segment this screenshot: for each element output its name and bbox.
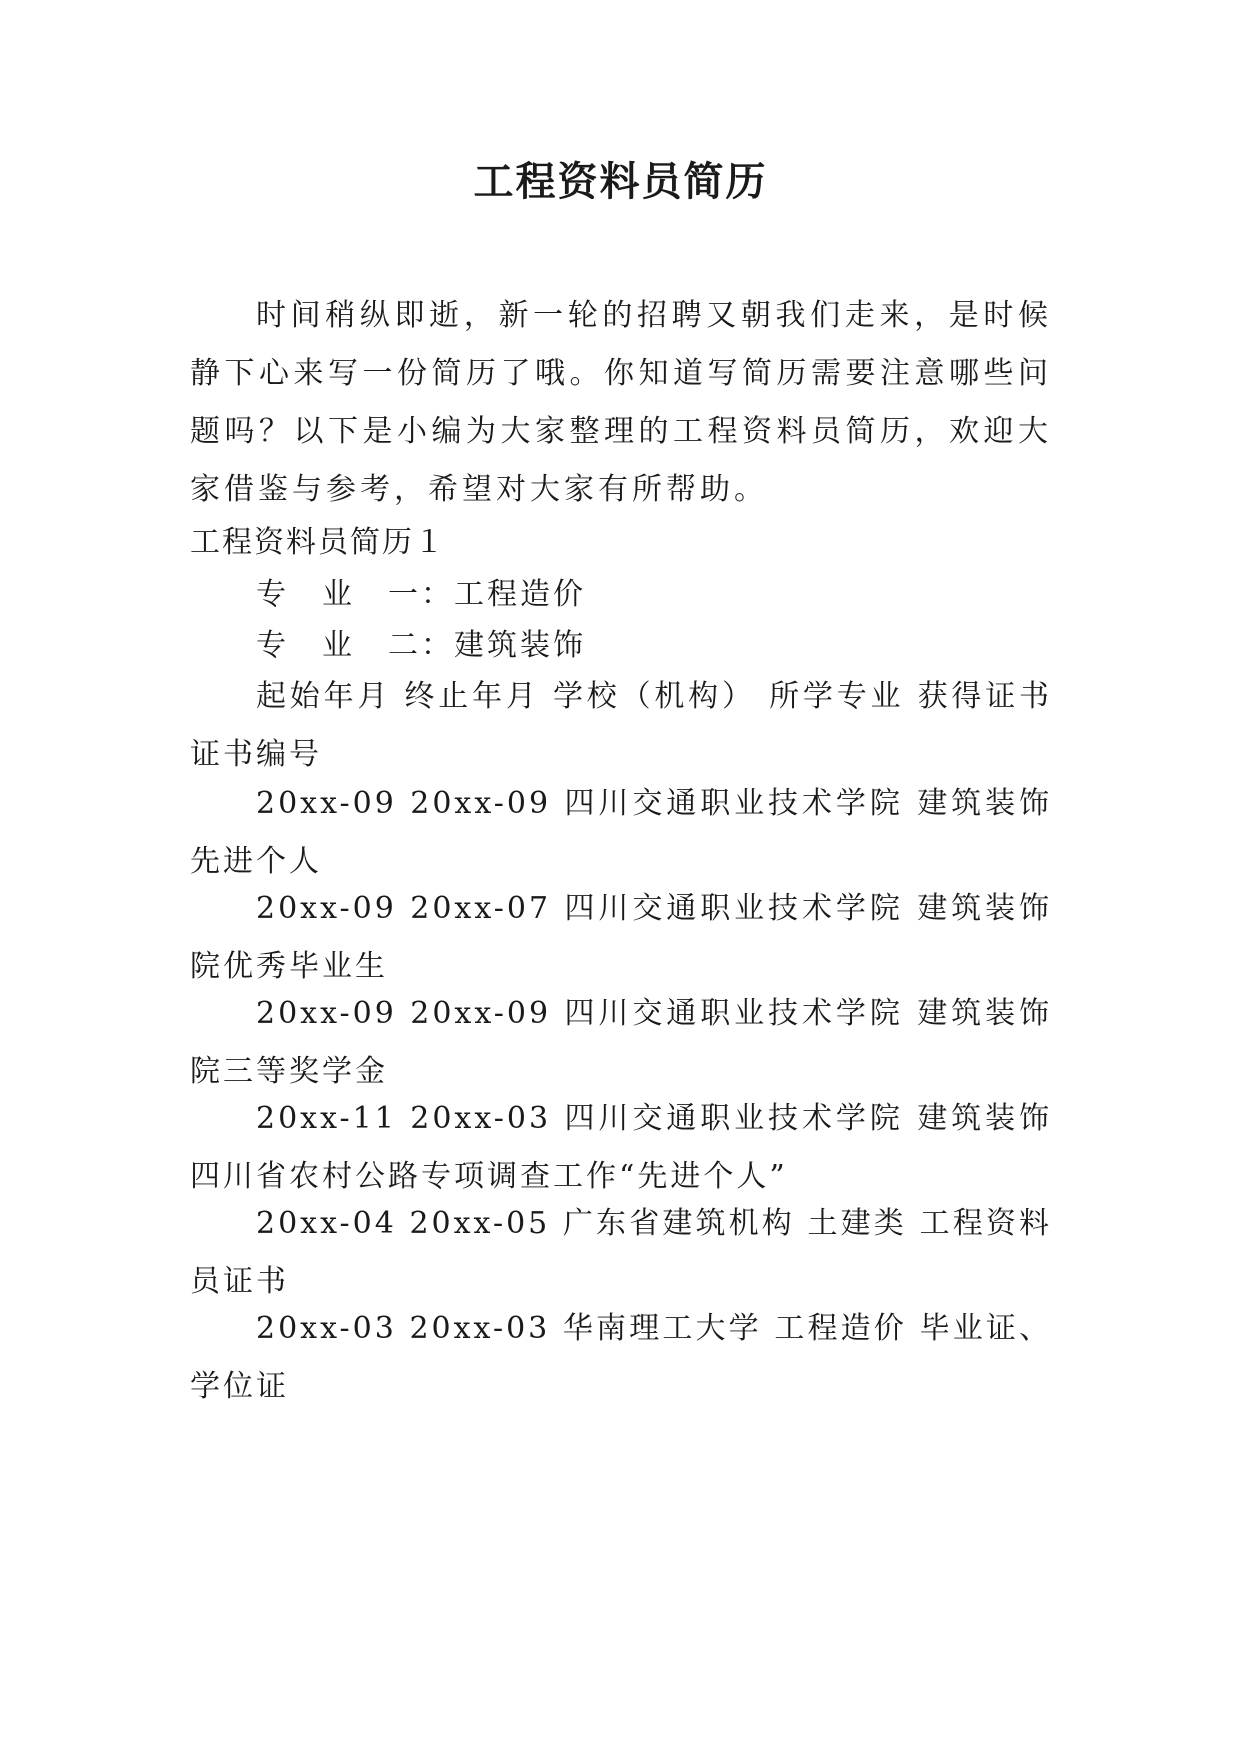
major-one: 专 业 一：工程造价 xyxy=(256,577,586,612)
list-item: 20xx-04 20xx-05 广东省建筑机构 土建类 工程资料员证书 xyxy=(190,1206,1052,1299)
section-heading: 工程资料员简历１ xyxy=(190,525,446,560)
list-item: 20xx-11 20xx-03 四川交通职业技术学院 建筑装饰 四川省农村公路专项调查工作“先进个人” xyxy=(190,1101,1052,1194)
list-item: 20xx-03 20xx-03 华南理工大学 工程造价 毕业证、学位证 xyxy=(190,1311,1052,1404)
major-two: 专 业 二：建筑装饰 xyxy=(256,628,586,663)
list-item: 20xx-09 20xx-09 四川交通职业技术学院 建筑装饰 先进个人 xyxy=(190,786,1052,879)
list-item: 20xx-09 20xx-09 四川交通职业技术学院 建筑装饰 院三等奖学金 xyxy=(190,996,1052,1089)
page-title: 工程资料员简历 xyxy=(473,158,768,205)
table-header: 起始年月 终止年月 学校（机构） 所学专业 获得证书 证书编号 xyxy=(190,679,1052,772)
list-item: 20xx-09 20xx-07 四川交通职业技术学院 建筑装饰 院优秀毕业生 xyxy=(190,891,1052,984)
intro-paragraph: 时间稍纵即逝，新一轮的招聘又朝我们走来，是时候静下心来写一份简历了哦。你知道写简历需要注意哪些问题吗？以下是小编为大家整理的工程资料员简历，欢迎大家借鉴与参考，希望对大家有所帮助。 xyxy=(190,298,1052,507)
